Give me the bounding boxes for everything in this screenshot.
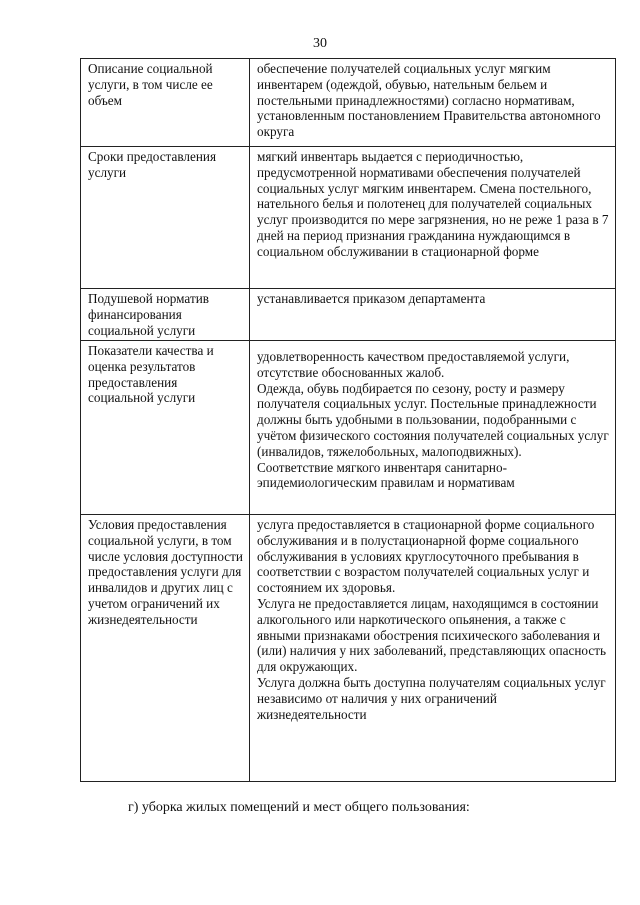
table-row: [81, 147, 616, 289]
table-row: [81, 59, 616, 147]
row-label: Условия предоставления социальной услуги, в том числе условия доступности предоставления услуги для инвалидов и других лиц с учетом ограничений их жизнедеятельности: [81, 515, 250, 782]
row-label: Подушевой норматив финансирования социальной услуги: [81, 289, 250, 341]
row-value-paragraph: Одежда, обувь подбирается по сезону, росту и размеру получателя социальных услуг. Постельные принадлежности должны быть удобными в пользовании, подобранными с учётом физического состояния получателей социальных услуг (инвалидов, тяжелобольных, малоподвижных).: [257, 380, 609, 459]
row-value-paragraph: устанавливается приказом департамента: [257, 291, 486, 306]
row-value: [250, 341, 616, 515]
table-row: [81, 341, 616, 515]
row-value-paragraph: обеспечение получателей социальных услуг мягким инвентарем (одеждой, обувью, нательным бельем и постельными принадлежностями) согласно нормативам, установленным постановлением Правительства автономного округа: [257, 61, 601, 140]
row-value-paragraph: Услуга не предоставляется лицам, находящимся в состоянии алкогольного или наркотического опьянения, а также с явными признаками обострения психического заболевания и (или) наличия у них заболеваний, представляющих опасность для окружающих.: [257, 595, 606, 675]
row-value: [250, 289, 616, 341]
row-value-paragraph: мягкий инвентарь выдается с периодичностью, предусмотренной нормативами обеспечения получателей социальных услуг мягким инвентарем. Смена постельного, нательного белья и полотенец для получателей социальных услуг производится по мере загрязнения, но не реже 1 раза в 7 дней на период признания гражданина нуждающимся в социальном обслуживании в стационарной форме: [257, 149, 609, 259]
row-value-paragraph: Услуга должна быть доступна получателям социальных услуг независимо от наличия у них ограничений жизнедеятельности: [257, 674, 606, 722]
row-value-paragraph: удовлетворенность качеством предоставляемой услуги, отсутствие обоснованных жалоб.: [257, 349, 570, 380]
row-value: [250, 515, 616, 782]
row-label: Описание социальной услуги, в том числе ее объем: [81, 59, 250, 147]
row-value-paragraph: услуга предоставляется в стационарной форме социального обслуживания и в полустационарной форме социального обслуживания в условиях круглосуточного пребывания в соответствии с возрастом получателей социальных услуг и состоянием их здоровья.: [257, 517, 595, 596]
page-number: 30: [313, 36, 327, 51]
section-item-heading: г) уборка жилых помещений и мест общего пользования:: [128, 800, 470, 815]
table-row: [81, 289, 616, 341]
row-value: [250, 147, 616, 289]
row-label: Показатели качества и оценка результатов предоставления социальной услуги: [81, 341, 250, 515]
service-description-table: [80, 58, 616, 782]
row-value-paragraph: Соответствие мягкого инвентаря санитарно-эпидемиологическим правилам и нормативам: [257, 459, 515, 491]
row-value: [250, 59, 616, 147]
table-row: [81, 515, 616, 782]
row-label: Сроки предоставления услуги: [81, 147, 250, 289]
